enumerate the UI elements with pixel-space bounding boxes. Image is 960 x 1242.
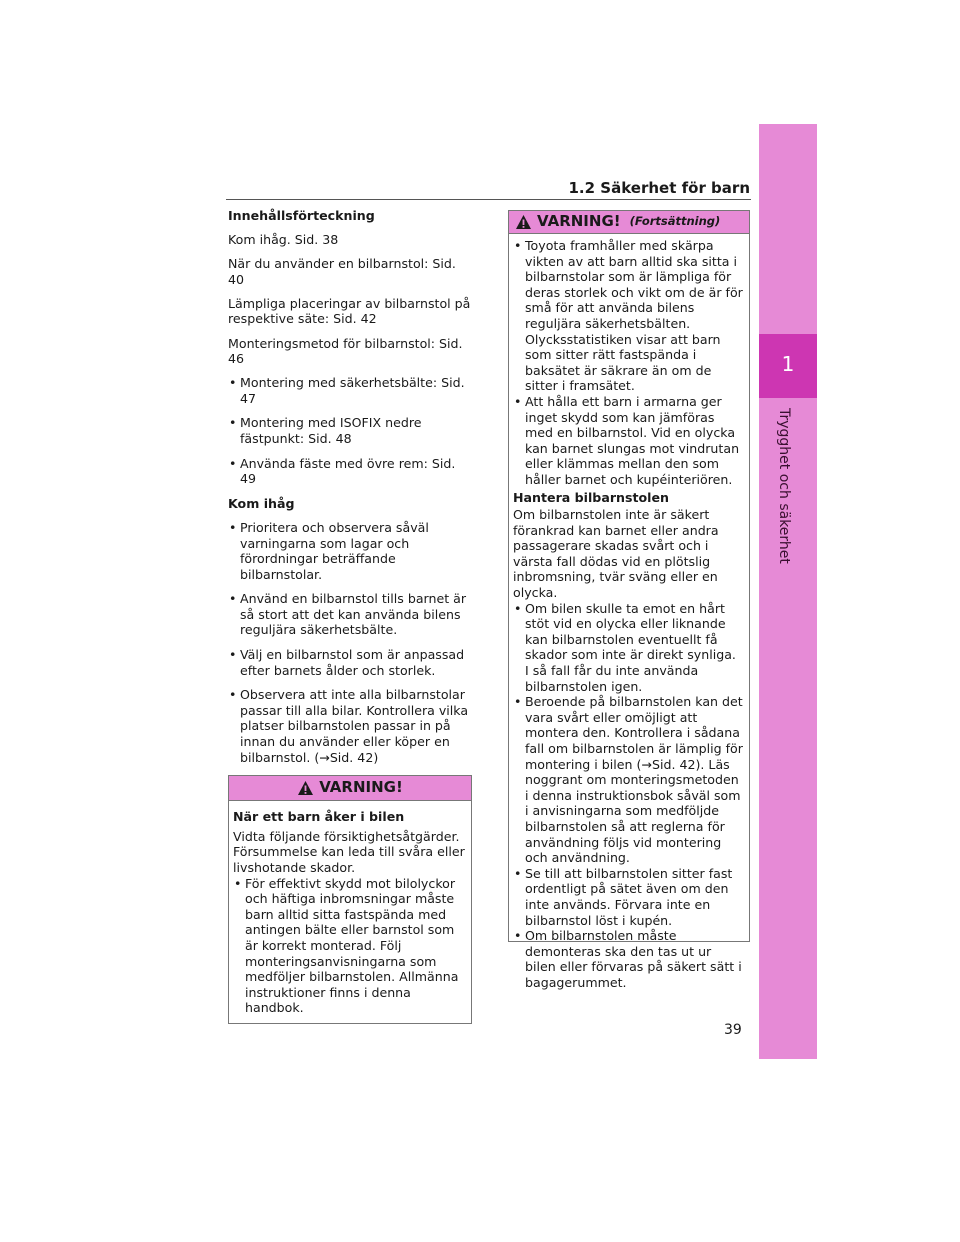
chapter-number: 1 [781, 352, 795, 376]
toc-line: Monteringsmetod för bilbarnstol: Sid. 46 [228, 335, 463, 367]
warning-header-continued [509, 211, 749, 234]
handle-heading: Hantera bilbarnstolen [513, 489, 669, 505]
warning-title: VARNING! [537, 212, 621, 231]
toc-line: Kom ihåg. Sid. 38 [228, 232, 339, 248]
continued-label: (Fortsättning) [629, 214, 721, 229]
warning-title: VARNING! [319, 778, 403, 797]
handle-text: Om bilbarnstolen inte är säkert förankrad kan barnet eller andra passagerare skadas svårt och i värsta fall dödas vid en plötslig inbromsning, tvär sväng eller en olycka. [513, 507, 719, 601]
remember-bullet: • Använd en bilbarnstol tills barnet är så stort att det kan använda bilens reguljära säkerhetsbälte. [228, 591, 472, 638]
toc-bullet: • Montering med ISOFIX nedre fästpunkt: Sid. 48 [228, 415, 472, 446]
remember-bullet: • Observera att inte alla bilbarnstolar passar till alla bilar. Kontrollera vilka platser bilbarnstolen passar in på innan du använder eller köper en bilbarnstol. (→Sid. 42) [228, 687, 472, 765]
warning-subheading: När ett barn åker i bilen [233, 809, 405, 825]
chapter-tab-strip [759, 124, 817, 1059]
warning-icon [297, 780, 314, 796]
toc-line: När du använder en bilbarnstol: Sid. 40 [228, 256, 456, 287]
warning-header [229, 776, 471, 801]
toc-line: Lämpliga placeringar av bilbarnstol på respektive säte: Sid. 42 [228, 295, 471, 327]
warning-bullet: • Toyota framhåller med skärpa vikten av att barn alltid ska sitta i bilbarnstolar som är lämpliga för deras storlek och vikt om de är för små för att använda bilens reguljära säkerhetsbälten. Olycksstatistiken visar att barn som sitter rätt fastspända i baksätet är säkrare än om de sitter i framsätet. [513, 238, 743, 394]
chapter-title: Trygghet och säkerhet [776, 408, 792, 564]
warning-bullet: • För effektivt skydd mot bilolyckor och häftiga inbromsningar måste barn alltid sitta fastspända med antingen bälte eller barnstol som är korrekt monterad. Följ monteringsanvisningarna som medföljer bilbarnstolen. Allmänna instruktioner finns i denna handbok. [233, 876, 465, 1016]
remember-heading: Kom ihåg [228, 495, 295, 511]
page-number: 39 [724, 1022, 742, 1038]
warning-body-continued [509, 234, 749, 995]
toc-bullet: • Montering med säkerhetsbälte: Sid. 47 [228, 375, 472, 406]
remember-bullet: • Prioritera och observera såväl varningarna som lagar och förordningar beträffande bilbarnstolar. [228, 520, 472, 582]
warning-icon [515, 214, 532, 230]
warning-bullet: • Att hålla ett barn i armarna ger inget skydd som kan jämföras med en bilbarnstol. Vid en olycka kan barnet slungas mot vindrutan eller klämmas mellan den som håller barnet och kupéinteriören. [513, 394, 743, 488]
left-column [228, 208, 472, 1024]
warning-bullet: • Beroende på bilbarnstolen kan det vara svårt eller omöjligt att montera den. Kontrollera i sådana fall om bilbarnstolen är lämplig för montering i bilen (→Sid. 42). Läs noggrant om monteringsmetoden i denna instruktionsbok såväl som i anvisningarna som medföljde bilbarnstolen så att reglerna för användning följs vid montering och användning. [513, 694, 743, 866]
toc-bullet: • Använda fäste med övre rem: Sid. 49 [228, 456, 472, 487]
right-column [508, 210, 750, 990]
warning-body [229, 801, 471, 1023]
warning-bullet: • Se till att bilbarnstolen sitter fast ordentligt på sätet även om den inte används. Förvara inte en bilbarnstol löst i kupén. [513, 866, 743, 928]
warning-bullet: • Om bilbarnstolen måste demonteras ska den tas ut ur bilen eller förvaras på säkert sätt i bagagerummet. [513, 928, 743, 990]
warning-box [228, 775, 472, 1024]
warning-text: Vidta följande försiktighetsåtgärder. Försummelse kan leda till svåra eller livshotande skador. [233, 828, 465, 875]
header-divider [226, 199, 751, 200]
section-title: 1.2 Säkerhet för barn [568, 179, 750, 197]
warning-bullet: • Om bilen skulle ta emot en hårt stöt vid en olycka eller liknande kan bilbarnstolen eventuellt få skador som inte är direkt synliga. I så fall får du inte använda bilbarnstolen igen. [513, 601, 743, 695]
remember-bullet: • Välj en bilbarnstol som är anpassad efter barnets ålder och storlek. [228, 647, 472, 678]
warning-box-continued [508, 210, 750, 990]
toc-heading: Innehållsförteckning [228, 208, 375, 223]
